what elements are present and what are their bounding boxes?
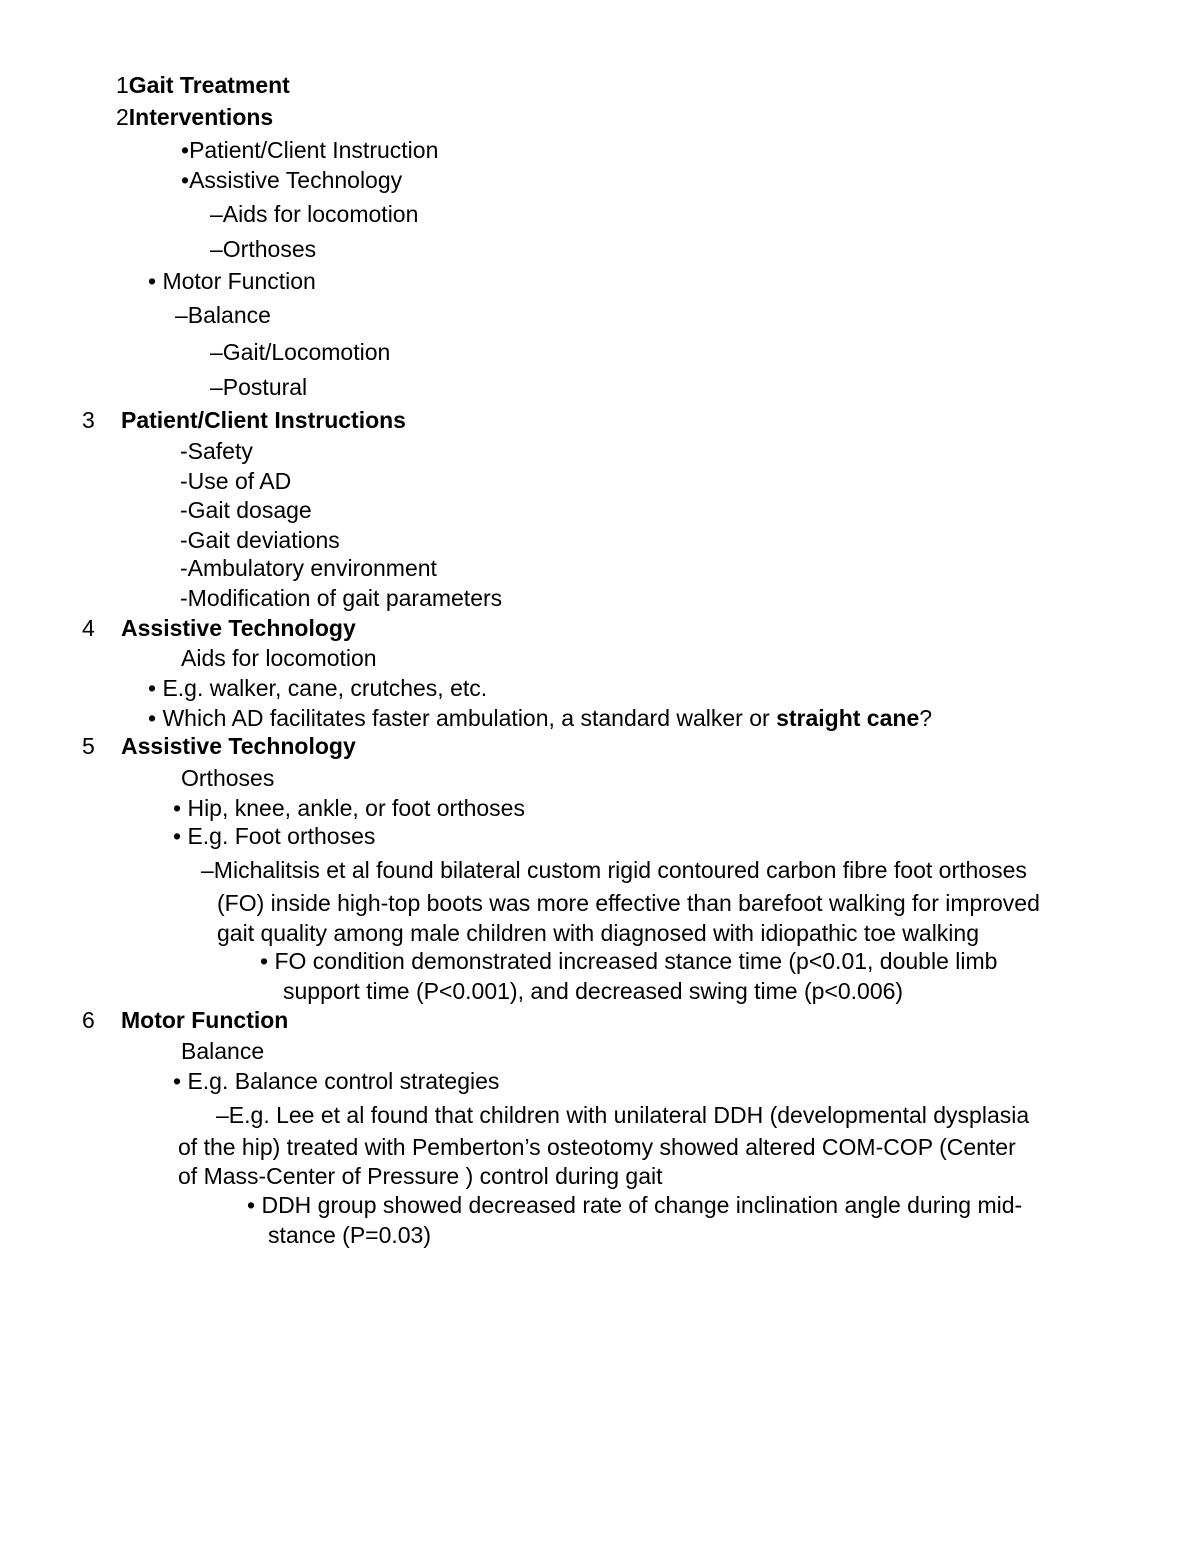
list-item: –E.g. Lee et al found that children with unilateral DDH (developmental dysplasia — [216, 1102, 1030, 1128]
slide-subtitle: Aids for locomotion — [181, 645, 377, 671]
list-item-continuation: gait quality among male children with diagnosed with idiopathic toe walking — [217, 920, 979, 946]
list-item: –Aids for locomotion — [210, 201, 419, 227]
slide-1-heading — [116, 74, 290, 97]
dash-icon: – — [216, 1102, 229, 1128]
slide-number: 1 — [116, 72, 129, 98]
bullet-icon: • — [173, 795, 182, 821]
bullet-icon: • — [148, 705, 157, 731]
slide-title: Motor Function — [121, 1007, 289, 1033]
list-item: –Michalitsis et al found bilateral custom rigid contoured carbon fibre foot orthoses — [201, 857, 1027, 883]
list-item-continuation: stance (P=0.03) — [268, 1222, 432, 1248]
list-item-continuation: of Mass-Center of Pressure ) control during gait — [178, 1163, 663, 1189]
list-item: • Which AD facilitates faster ambulation, a standard walker or straight cane? — [148, 705, 933, 731]
list-item: • FO condition demonstrated increased stance time (p<0.01, double limb — [260, 948, 998, 974]
list-item-continuation: of the hip) treated with Pemberton’s osteotomy showed altered COM-COP (Center — [178, 1134, 1016, 1160]
bullet-icon: • — [181, 167, 190, 193]
dash-icon: – — [210, 236, 223, 262]
list-item: -Ambulatory environment — [180, 555, 437, 581]
slide-number: 5 — [82, 733, 95, 759]
list-item: • E.g. Foot orthoses — [173, 823, 376, 849]
slide-2-heading — [116, 106, 273, 129]
list-item: -Safety — [180, 438, 253, 464]
dash-icon: – — [210, 339, 223, 365]
slide-title: Assistive Technology — [121, 733, 356, 759]
slide-title: Patient/Client Instructions — [121, 407, 406, 433]
list-item: –Gait/Locomotion — [210, 339, 391, 365]
list-item: -Gait dosage — [180, 497, 312, 523]
list-item-continuation: support time (P<0.001), and decreased swing time (p<0.006) — [283, 978, 904, 1004]
slide-number: 2 — [116, 104, 129, 130]
list-item: • Hip, knee, ankle, or foot orthoses — [173, 795, 525, 821]
list-item: •Assistive Technology — [181, 167, 403, 193]
bullet-icon: • — [148, 268, 157, 294]
list-item-continuation: (FO) inside high-top boots was more effective than barefoot walking for improved — [217, 890, 1040, 916]
list-item: –Postural — [210, 374, 308, 400]
list-item: -Use of AD — [180, 468, 292, 494]
bullet-icon: • — [247, 1192, 256, 1218]
dash-icon: – — [201, 857, 214, 883]
list-item: • E.g. Balance control strategies — [173, 1068, 500, 1094]
list-item: • DDH group showed decreased rate of change inclination angle during mid- — [247, 1192, 1023, 1218]
list-item: –Orthoses — [210, 236, 317, 262]
slide-title: Interventions — [128, 104, 274, 130]
bullet-icon: • — [173, 1068, 182, 1094]
list-item: •Patient/Client Instruction — [181, 137, 439, 163]
slide-subtitle: Orthoses — [181, 765, 275, 791]
slide-number: 3 — [82, 407, 95, 433]
bullet-icon: • — [173, 823, 182, 849]
list-item: • E.g. walker, cane, crutches, etc. — [148, 675, 488, 701]
bullet-icon: • — [260, 948, 269, 974]
list-item: –Balance — [175, 302, 271, 328]
slide-title: Gait Treatment — [128, 72, 290, 98]
dash-icon: – — [210, 374, 223, 400]
slide-number: 4 — [82, 615, 95, 641]
slide-number: 6 — [82, 1007, 95, 1033]
list-item: -Modification of gait parameters — [180, 585, 503, 611]
list-item: • Motor Function — [148, 268, 316, 294]
list-item: -Gait deviations — [180, 527, 340, 553]
dash-icon: – — [175, 302, 188, 328]
slide-title: Assistive Technology — [121, 615, 356, 641]
bullet-icon: • — [181, 137, 190, 163]
dash-icon: – — [210, 201, 223, 227]
bullet-icon: • — [148, 675, 157, 701]
slide-subtitle: Balance — [181, 1038, 265, 1064]
